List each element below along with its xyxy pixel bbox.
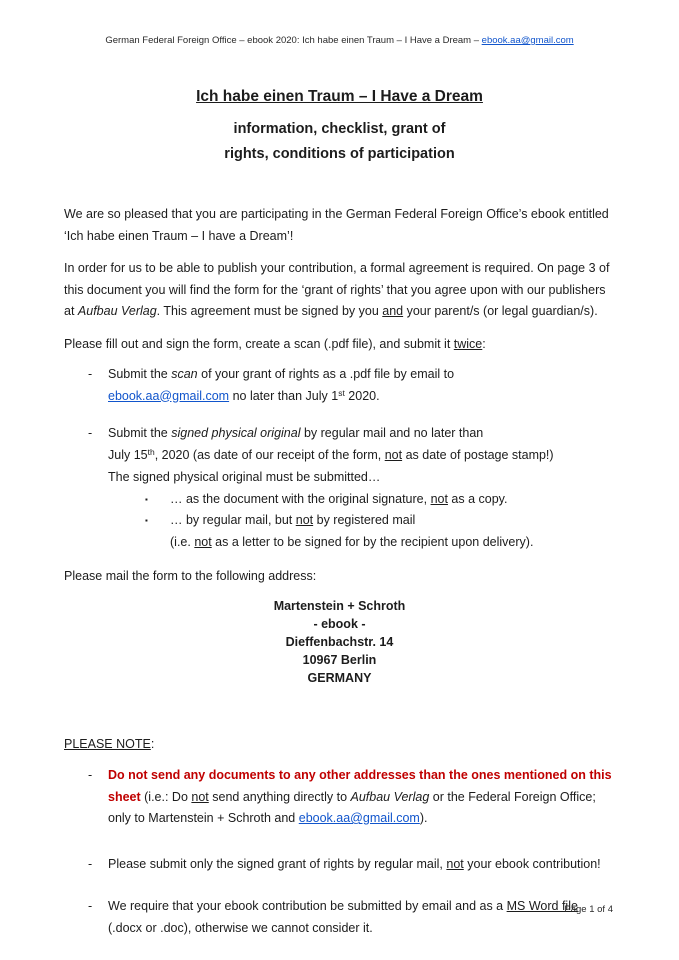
page-title [64, 87, 615, 107]
address-line-recipient: Martenstein + Schroth [273, 598, 406, 613]
original-lines [108, 423, 615, 489]
scan-email-link[interactable]: ebook.aa@gmail.com [108, 388, 230, 403]
scan-emphasis: scan [171, 367, 198, 381]
regular-mail-text-2: by registered mail [313, 513, 416, 527]
dash-bullet-icon: - [88, 768, 93, 782]
signature-text-1: … as the document with the original signature, [170, 491, 431, 506]
agreement-text-1: In order for us to be able to publish your contribution, a formal agreement is required. On page 3 of this document you will find the form for the ‘grant of rights’ that you agree upon with our publishers at [64, 261, 610, 318]
paragraph-agreement [64, 258, 615, 323]
subtitle-line2: rights, conditions of participation [224, 146, 455, 162]
original-text-4: as date of postage stamp!) [402, 447, 554, 462]
bullet-submit-scan [88, 364, 615, 408]
bullet-note-grant-only [88, 854, 615, 876]
addresses-text-2: send anything directly to [208, 789, 351, 804]
original-emphasis: signed physical original [171, 426, 301, 440]
square-bullet-icon: ▪ [145, 494, 148, 504]
mailing-address [64, 597, 615, 687]
grant-text-1: Please submit only the signed grant of rights by regular mail, [108, 856, 447, 871]
subtitle-line1: information, checklist, grant of [233, 121, 446, 137]
header-text: German Federal Foreign Office – ebook 2020: Ich habe einen Traum – I Have a Dream – [105, 35, 482, 46]
fill-out-emphasis-twice: twice [453, 336, 483, 351]
submission-bullet-list [88, 364, 615, 553]
subbullet-original-signature [145, 489, 615, 511]
bullet-submit-scan-text [108, 364, 615, 408]
paragraph-fill-out [64, 334, 615, 356]
header-email-link[interactable]: ebook.aa@gmail.com [481, 35, 574, 46]
scan-text-1: Submit the [108, 367, 172, 381]
agreement-emphasis-and: and [382, 304, 404, 318]
dash-bullet-icon: - [88, 856, 93, 871]
regular-mail-text-1: … by regular mail, but [170, 513, 296, 527]
address-line-city: 10967 Berlin [302, 652, 377, 667]
addresses-text-3: or the Federal Foreign Office; only to Martenstein + Schroth and [108, 789, 596, 825]
publisher-name: Aufbau Verlag [77, 304, 157, 318]
address-line-street: Dieffenbachstr. 14 [285, 634, 394, 649]
paragraph-intro: We are so pleased that you are participating in the German Federal Foreign Office’s ebook entitled ‘Ich habe einen Traum – I have a Dream’! [64, 207, 609, 243]
regular-mail-emphasis-not-2: not [194, 534, 212, 549]
grant-emphasis-not: not [446, 856, 464, 871]
subbullet-regular-mail-text [170, 510, 615, 553]
bullet-submit-original-text [108, 423, 615, 553]
addresses-text-1: (i.e.: Do [140, 789, 192, 804]
addresses-warning-red: Do not send any documents to any other addresses than the ones mentioned on this sheet [108, 768, 612, 804]
original-text-2: by regular mail and no later than [300, 426, 484, 440]
bullet-note-addresses [88, 765, 615, 830]
agreement-text-3: your parent/s (or legal guardian/s). [403, 304, 598, 318]
msword-text-1: We require that your ebook contribution be submitted by email and as a [108, 899, 507, 913]
bullet-note-addresses-text [108, 765, 615, 830]
msword-emphasis-file: MS Word file [506, 899, 578, 913]
addresses-emphasis-not: not [191, 789, 209, 804]
square-bullet-icon: ▪ [145, 516, 148, 525]
msword-text-2: (.docx or .doc), otherwise we cannot consider it. [108, 920, 373, 935]
addresses-text-4: ). [419, 811, 428, 825]
please-note-heading [64, 734, 615, 756]
signature-emphasis-not: not [430, 491, 448, 506]
original-text-1: Submit the [108, 426, 172, 440]
paragraph-mail-intro: Please mail the form to the following address: [64, 569, 317, 583]
subbullet-signature-text [170, 489, 615, 511]
regular-mail-emphasis-not-1: not [295, 513, 314, 527]
agreement-text-2: . This agreement must be signed by you [156, 304, 383, 318]
page-number: Page 1 of 4 [564, 903, 613, 915]
note-bullet-list [88, 765, 615, 939]
bullet-note-grant-text [108, 854, 615, 876]
please-note-colon: : [150, 736, 155, 751]
original-text-5: The signed physical original must be submitted… [108, 470, 381, 484]
bullet-note-msword-text [108, 896, 615, 939]
address-line-country: GERMANY [307, 670, 372, 685]
signature-text-2: as a copy. [447, 491, 508, 506]
note-email-link[interactable]: ebook.aa@gmail.com [298, 811, 420, 825]
dash-bullet-icon: - [88, 367, 93, 381]
dash-bullet-icon: - [88, 899, 93, 913]
please-note-label: PLEASE NOTE [64, 736, 151, 751]
scan-text-4: 2020. [344, 388, 380, 403]
original-text-3: , 2020 (as date of our receipt of the form, [154, 447, 385, 462]
page-subtitle [64, 117, 615, 167]
publisher-name: Aufbau Verlag [350, 789, 430, 804]
scan-date-superscript: st [338, 387, 345, 398]
fill-out-text-2: : [482, 336, 486, 351]
bullet-note-msword [88, 896, 615, 939]
scan-text-2: of your grant of rights as a .pdf file by email to [197, 367, 455, 381]
regular-mail-text-3: (i.e. [170, 534, 195, 549]
original-date: July 15 [108, 447, 148, 462]
scan-text-3: no later than July 1 [229, 388, 339, 403]
fill-out-text-1: Please fill out and sign the form, create a scan (.pdf file), and submit it [64, 336, 454, 351]
page-title-text: Ich habe einen Traum – I Have a Dream [196, 88, 483, 105]
original-date-superscript: th [147, 446, 155, 457]
document-header [0, 0, 679, 47]
original-emphasis-not: not [384, 447, 403, 462]
address-line-department: - ebook - [313, 616, 366, 631]
regular-mail-text-4: as a letter to be signed for by the recipient upon delivery). [211, 534, 534, 549]
bullet-submit-original [88, 423, 615, 553]
document-body [0, 87, 679, 939]
subbullet-regular-mail [145, 510, 615, 553]
dash-bullet-icon: - [88, 426, 93, 440]
grant-text-2: your ebook contribution! [463, 856, 601, 871]
